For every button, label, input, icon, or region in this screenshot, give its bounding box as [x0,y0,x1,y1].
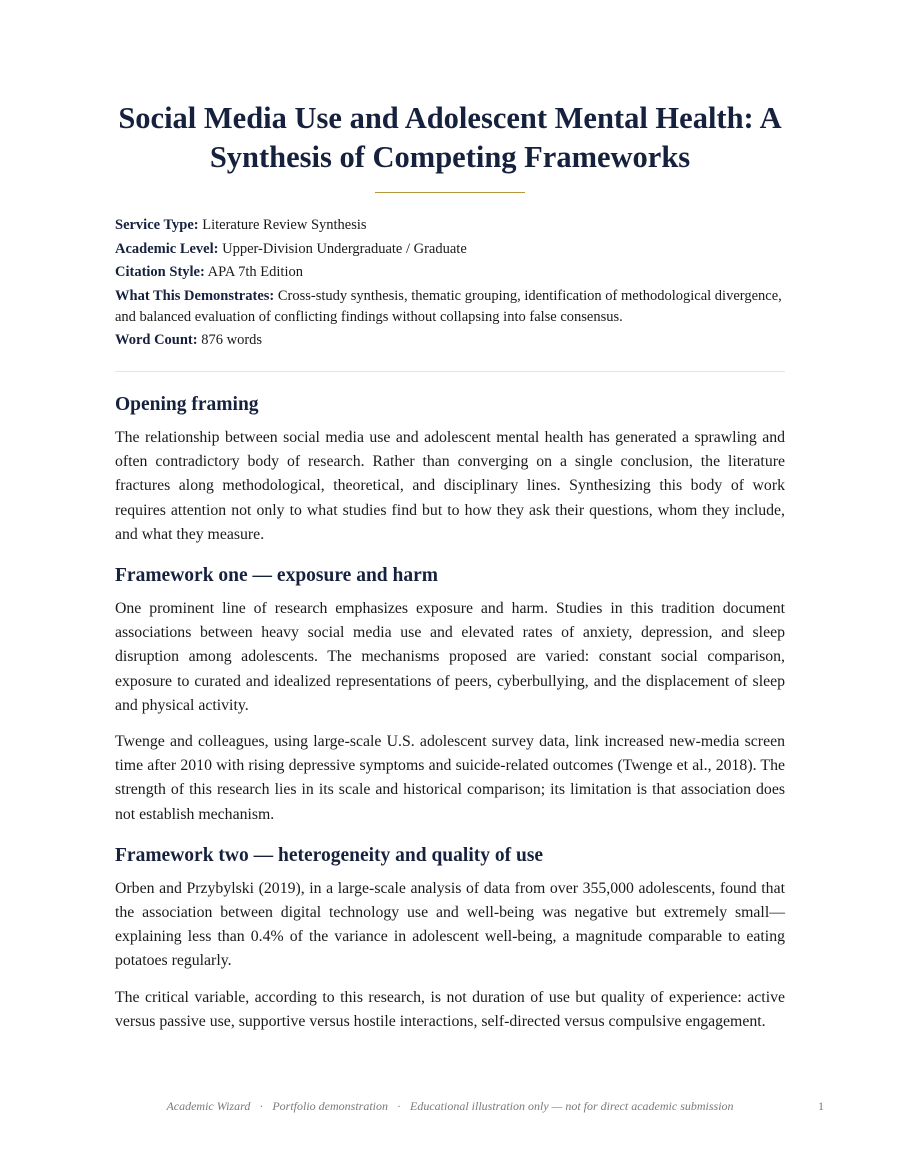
meta-row-what-this-demonstrates [115,286,785,328]
page-footer [115,1099,785,1114]
title-accent-rule [375,192,525,193]
meta-label: Word Count: [115,332,198,348]
body-paragraph: Orben and Przybylski (2019), in a large-scale analysis of data from over 355,000 adolescents, found that the association between digital technology use and well-being was negative but extremely small—explaining less than 0.4% of the variance in adolescent well-being, a magnitude comparable to eating potatoes regularly. [115,879,785,970]
footer-brand: Academic Wizard [166,1099,251,1113]
section-opening-framing [115,392,785,547]
meta-label: Citation Style: [115,264,205,280]
meta-value: APA 7th Edition [207,264,303,280]
meta-label: What This Demonstrates: [115,287,275,304]
footer-label: Portfolio demonstration [272,1099,388,1113]
document-title: Social Media Use and Adolescent Mental Health: A Synthesis of Competing Frameworks [118,101,782,174]
section-heading: Framework two — heterogeneity and quality of use [115,844,544,866]
section-framework-one [115,563,785,827]
section-framework-two [115,843,785,1034]
section-divider [115,371,785,372]
page-number: 1 [818,1099,824,1113]
meta-value: 876 words [201,332,263,348]
meta-value: Upper-Division Undergraduate / Graduate [222,240,467,257]
meta-value: Cross-study synthesis, thematic grouping, identification of methodological divergence, and balanced evaluation of conflicting findings without collapsing into false consensus. [115,287,782,325]
meta-row-academic-level [115,239,785,260]
meta-row-word-count [115,330,785,351]
document-body [115,392,785,1050]
footer-separator: · [397,1099,401,1113]
metadata-block [115,215,785,354]
footer-separator: · [259,1099,264,1113]
meta-label: Service Type: [115,217,199,233]
meta-label: Academic Level: [115,240,219,257]
body-paragraph: The critical variable, according to this research, is not duration of use but quality of experience: active versus passive use, supportive versus hostile interactions, self-directed versus compulsive engagement. [115,988,785,1030]
body-paragraph: One prominent line of research emphasizes exposure and harm. Studies in this tradition document associations between heavy social media use and elevated rates of anxiety, depression, and sleep disruption among adolescents. The mechanisms proposed are varied: constant social comparison, exposure to curated and idealized representations of peers, cyberbullying, and the displacement of sleep and physical activity. [115,600,785,714]
body-paragraph: Twenge and colleagues, using large-scale U.S. adolescent survey data, link increased new-media screen time after 2010 with rising depressive symptoms and suicide-related outcomes (Twenge et al., 2018). The strength of this research lies in its scale and historical comparison; its limitation is that association does not establish mechanism. [115,733,785,823]
meta-row-citation-style [115,262,785,283]
meta-value: Literature Review Synthesis [202,217,367,233]
meta-row-service-type [115,215,785,236]
section-heading: Opening framing [115,394,259,415]
footer-disclaimer: Educational illustration only — not for direct academic submission [410,1099,734,1113]
body-paragraph: The relationship between social media use and adolescent mental health has generated a sprawling and often contradictory body of research. Rather than converging on a single conclusion, the literature fractures along methodological, theoretical, and disciplinary lines. Synthesizing this body of work requires attention not only to what studies find but to how they ask their questions, whom they include, and what they measure. [115,429,785,543]
section-heading: Framework one — exposure and harm [115,565,438,587]
